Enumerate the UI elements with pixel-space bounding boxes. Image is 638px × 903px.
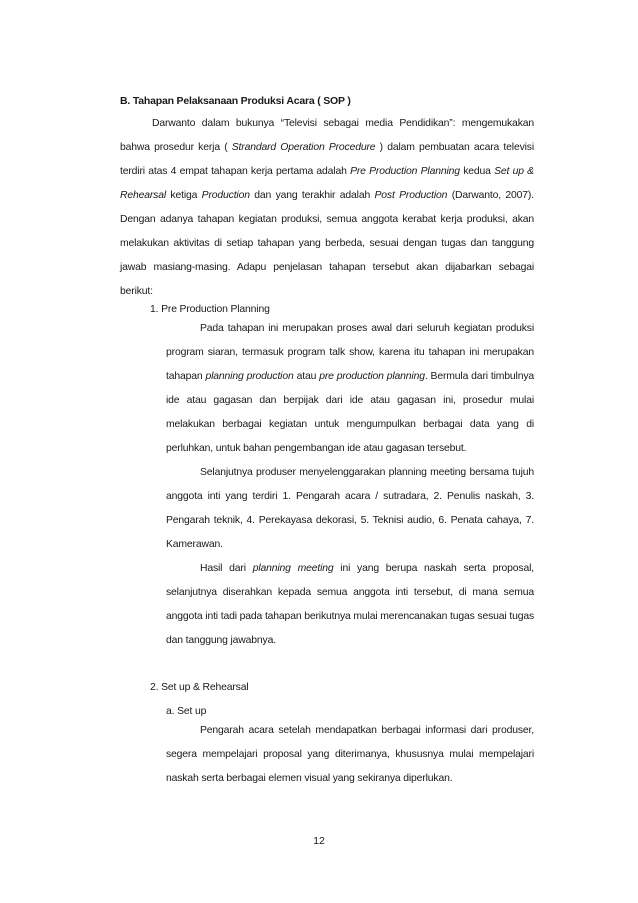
- item1-text-2: Selanjutnya produser menyelenggarakan planning meeting bersama tujuh anggota inti yang terdiri 1. Pengarah acara / sutradara, 2. Penulis naskah, 3. Pengarah teknik, 4. Perekayasa dekorasi, 5. Teknisi audio, 6. Penata cahaya, 7. Kamerawan.: [166, 467, 534, 550]
- intro-text-6: (Darwanto, 2007). Dengan adanya tahapan kegiatan produksi, semua anggota kerabat kerja produksi, akan melakukan aktivitas di setiap tahapan yang berbeda, sesuai dengan tugas dan tanggung jawab masiang-masing. Adapu penjelasan tahapan tersebut akan dijabarkan sebagai berikut:: [120, 190, 534, 297]
- section-heading: B. Tahapan Pelaksanaan Produksi Acara ( SOP ): [120, 95, 351, 107]
- item1-text-3b: ini yang berupa naskah serta proposal, selanjutnya diserahkan kepada semua anggota inti tersebut, di mana semua anggota inti tadi pada tahapan berikutnya mulai merencanakan tugas sesuai tugas dan tanggung jawabnya.: [166, 563, 534, 646]
- sub-item-a-paragraph: [166, 719, 534, 791]
- item1-text-c: . Bermula dari timbulnya ide atau gagasan dan berpijak dari ide atau gagasan ini, prosedur mulai melakukan berbagai kegiatan untuk mengumpulkan berbagai data yang di perluhkan, untuk bahan pengembangan ide atau gagasan tersebut.: [166, 371, 535, 454]
- list-item-2-title: 2. Set up & Rehearsal: [150, 682, 249, 693]
- intro-text-5: dan yang terakhir adalah: [249, 190, 375, 201]
- intro-italic-2: Pre Production Planning: [350, 166, 460, 177]
- intro-italic-5: Post Production: [374, 190, 448, 201]
- item1-italic-2: pre production planning: [319, 371, 425, 382]
- item1-paragraph-2: [166, 461, 534, 557]
- item1-text-3a: Hasil dari: [200, 563, 253, 574]
- intro-text-2: ) dalam pembuatan acara televisi terdiri atas 4 empat tahapan kerja pertama adalah: [120, 142, 534, 177]
- intro-text-1: Darwanto dalam bukunya “Televisi sebagai media Pendidikan”: mengemukakan bahwa prosedur kerja (: [120, 118, 534, 153]
- intro-text-3: kedua: [459, 166, 495, 177]
- item1-text-b: atau: [293, 371, 320, 382]
- intro-italic-4: Production: [201, 190, 250, 201]
- sub-item-a-text: Pengarah acara setelah mendapatkan berbagai informasi dari produser, segera mempelajari proposal yang diterimanya, khususnya mulai mempelajari naskah serta berbagai elemen visual yang sekiranya diperlukan.: [166, 725, 534, 784]
- intro-italic-3: Set up & Rehearsal: [120, 166, 534, 201]
- item1-paragraph-1: [166, 317, 534, 461]
- item1-italic-1: planning production: [205, 371, 294, 382]
- intro-text-4: ketiga: [166, 190, 202, 201]
- page-number: 12: [313, 836, 325, 847]
- item1-text-a: Pada tahapan ini merupakan proses awal dari seluruh kegiatan produksi program siaran, termasuk program talk show, karena itu tahapan ini merupakan tahapan: [166, 323, 534, 382]
- intro-italic-1: Strandard Operation Procedure: [231, 142, 376, 153]
- item1-italic-3: planning meeting: [252, 563, 334, 574]
- item1-paragraph-3: [166, 557, 534, 653]
- intro-paragraph: [120, 112, 534, 304]
- sub-item-a-title: a. Set up: [166, 706, 207, 717]
- list-item-1-title: 1. Pre Production Planning: [150, 304, 270, 315]
